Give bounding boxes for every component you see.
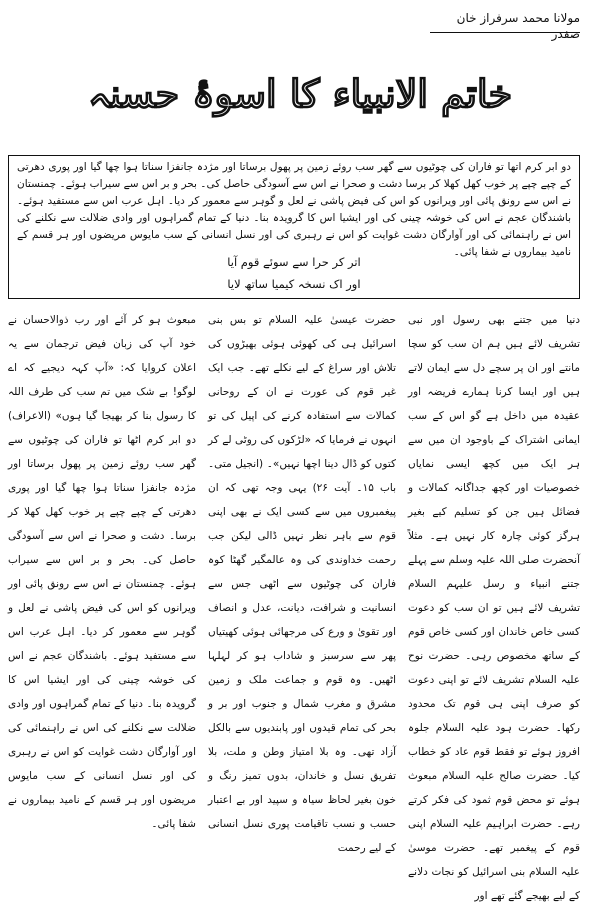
verse-line-1: اتر کر حرا سے سوئے قوم آیا [227,255,361,269]
intro-box [8,155,580,299]
column-left [8,308,196,830]
byline-rule [430,32,580,33]
column-right-text: دنیا میں جتنے بھی رسول اور نبی تشریف لائے ہیں ہم ان سب کو سچا مانتے اور ان پر سچے دل سے ایمان لاتے ہیں اور ایسا کرنا ہمارے فریضہ اور عقیدہ میں داخل ہے گو اس کے سب ایمانی اشتراک کے باوجود ان میں سے ہر ایک میں کچھ ایسی نمایاں خصوصیات اور کچھ جداگانہ کمالات و فضائل ہیں جن کو تسلیم کیے بغیر ہرگز کوئی چارہ کار نہیں ہے۔ مثلاً آنحضرت صلی اللہ علیہ وسلم سے پہلے جتنے انبیاء و رسل علیہم السلام تشریف لائے ہیں تو ان سب کو دعوت کسی خاص خاندان اور کسی خاص قوم کے ساتھ مخصوص رہی۔ حضرت نوح علیہ السلام تشریف لائے تو اپنی دعوت کو صرف اپنی ہی قوم تک محدود رکھا۔ حضرت ہود علیہ السلام جلوہ افروز ہوئے تو فقط قوم عاد کو خطاب کیا۔ حضرت صالح علیہ السلام مبعوث ہوئے تو محض قوم ثمود کی فکر کرتے رہے۔ حضرت ابراہیم علیہ السلام اپنی قوم کے پیغمبر تھے۔ حضرت موسیٰ علیہ السلام بنی اسرائیل کو نجات دلانے کے لیے بھیجے گئے تھے اور [408,314,580,902]
column-right [408,308,580,902]
column-left-text: مبعوث ہو کر آئے اور رب ذوالاحسان نے خود آپ کی زبان فیض ترجمان سے یہ اعلان کروایا کہ: «آپ کہہ دیجیے کہ اے لوگو! بے شک میں تم سب کی طرف اللہ کا رسول بنا کر بھیجا گیا ہوں» (الاعراف) دو ابر کرم اٹھا تو فاران کی چوٹیوں سے گھر سب روئے زمین پر پھول برساتا اور مژدہ جانفزا سناتا ہوا چھا گیا اور پوری دھرتی کے چپے چپے پر خوب کھل کھلا کر برسا۔ دشت و صحرا نے اس سے آسودگی حاصل کی۔ بحر و بر اس سے سیراب ہوئے۔ چمنستان نے اس سے رونق پائی اور ویرانوں کو اس کی فیض پاشی نے لعل و گوہر سے معمور کر دیا۔ اہل عرب اس سے مستفید ہوئے۔ باشندگان عجم نے اس کی خوشہ چینی کی اور ایشیا اس کا گرویدہ بنا۔ دنیا کے تمام گمراہوں اور وادی ضلالت سے نکلنے کی اس نے راہنمائی کی اور آوارگان دشت غوایت کو اس نے رہبری کی اور نسل انسانی کے سب مایوس مریضوں اور ہر قسم کے نامید بیماروں نے شفا پائی۔ [8,314,196,830]
verse-line-2: اور اک نسخہ کیمیا ساتھ لایا [227,277,361,291]
intro-paragraph: دو ابر کرم اتھا تو فاران کی چوٹیوں سے گھر سب روئے زمین پر پھول برساتا اور مژدہ جانفزا سناتا ہوا چھا گیا اور پوری دھرتی کے چپے چپے پر خوب کھل کھلا کر برسا دشت و صحرا نے اس سے آسودگی حاصل کی۔ بحر و بر اس سے سیراب ہوئے۔ چمنستان نے اس سے رونق پائی اور ویرانوں کو اس کی فیض پاشی نے لعل و گوہر سے معمور کر دیا۔ اہل عرب اس سے مستفید ہوئے۔ باشندگان عجم نے اس کی خوشہ چینی کی اور ایشیا اس کا گرویدہ بنا۔ دنیا کے تمام گمراہوں اور وادی ضلالت سے نکلنے کی اس نے راہنمائی کی اور آوارگان دشت غوایت کو اس نے رہبری کی اور نسل انسانی کے سب مایوس مریضوں اور ہر قسم کے نامید بیماروں نے شفا پائی۔ [17,161,571,258]
column-middle [208,308,396,854]
article-headline: خاتم الانبیاء کا اسوۂ حسنہ [87,70,513,116]
author-byline: مولانا محمد سرفراز خان صفدر [456,11,580,41]
column-middle-text: حضرت عیسیٰ علیہ السلام تو بس بنی اسرائیل ہی کی کھوئی ہوئی بھیڑوں کی تلاش اور سراغ کے لیے نکلے تھے۔ جب ایک غیر قوم کی عورت نے ان کے روحانی کمالات سے استفادہ کرنے کی اپیل کی تو انہوں نے فرمایا کہ «لڑکوں کی روٹی لے کر کتوں کو ڈال دینا اچھا نہیں»۔ (انجیل متی۔ باب ۱۵۔ آیت ۲۶) یہی وجہ تھی کہ ان پیغمبروں میں سے کسی ایک نے بھی اپنی قوم سے باہر نظر نہیں ڈالی لیکن جب رحمت خداوندی کی وہ عالمگیر گھٹا کوہ فاران کی چوٹیوں سے اٹھی جس سے انسانیت و شرافت، دیانت، عدل و انصاف اور تقویٰ و ورع کی مرجھائی ہوئی کھیتیاں پھر سے سرسبز و شاداب ہو کر لہلہا اٹھیں۔ وہ قوم و جماعت ملک و زمین مشرق و مغرب شمال و جنوب اور بر و بحر کی تمام قیدوں اور پابندیوں سے بالکل آزاد تھی۔ وہ بلا امتیاز وطن و ملت، بلا تفریق نسل و خاندان، بدوں تمیز رنگ و خون بغیر لحاظ سیاہ و سپید اور بے اعتبار حسب و نسب تاقیامت پوری نسل انسانی کے لیے رحمت [208,314,396,854]
